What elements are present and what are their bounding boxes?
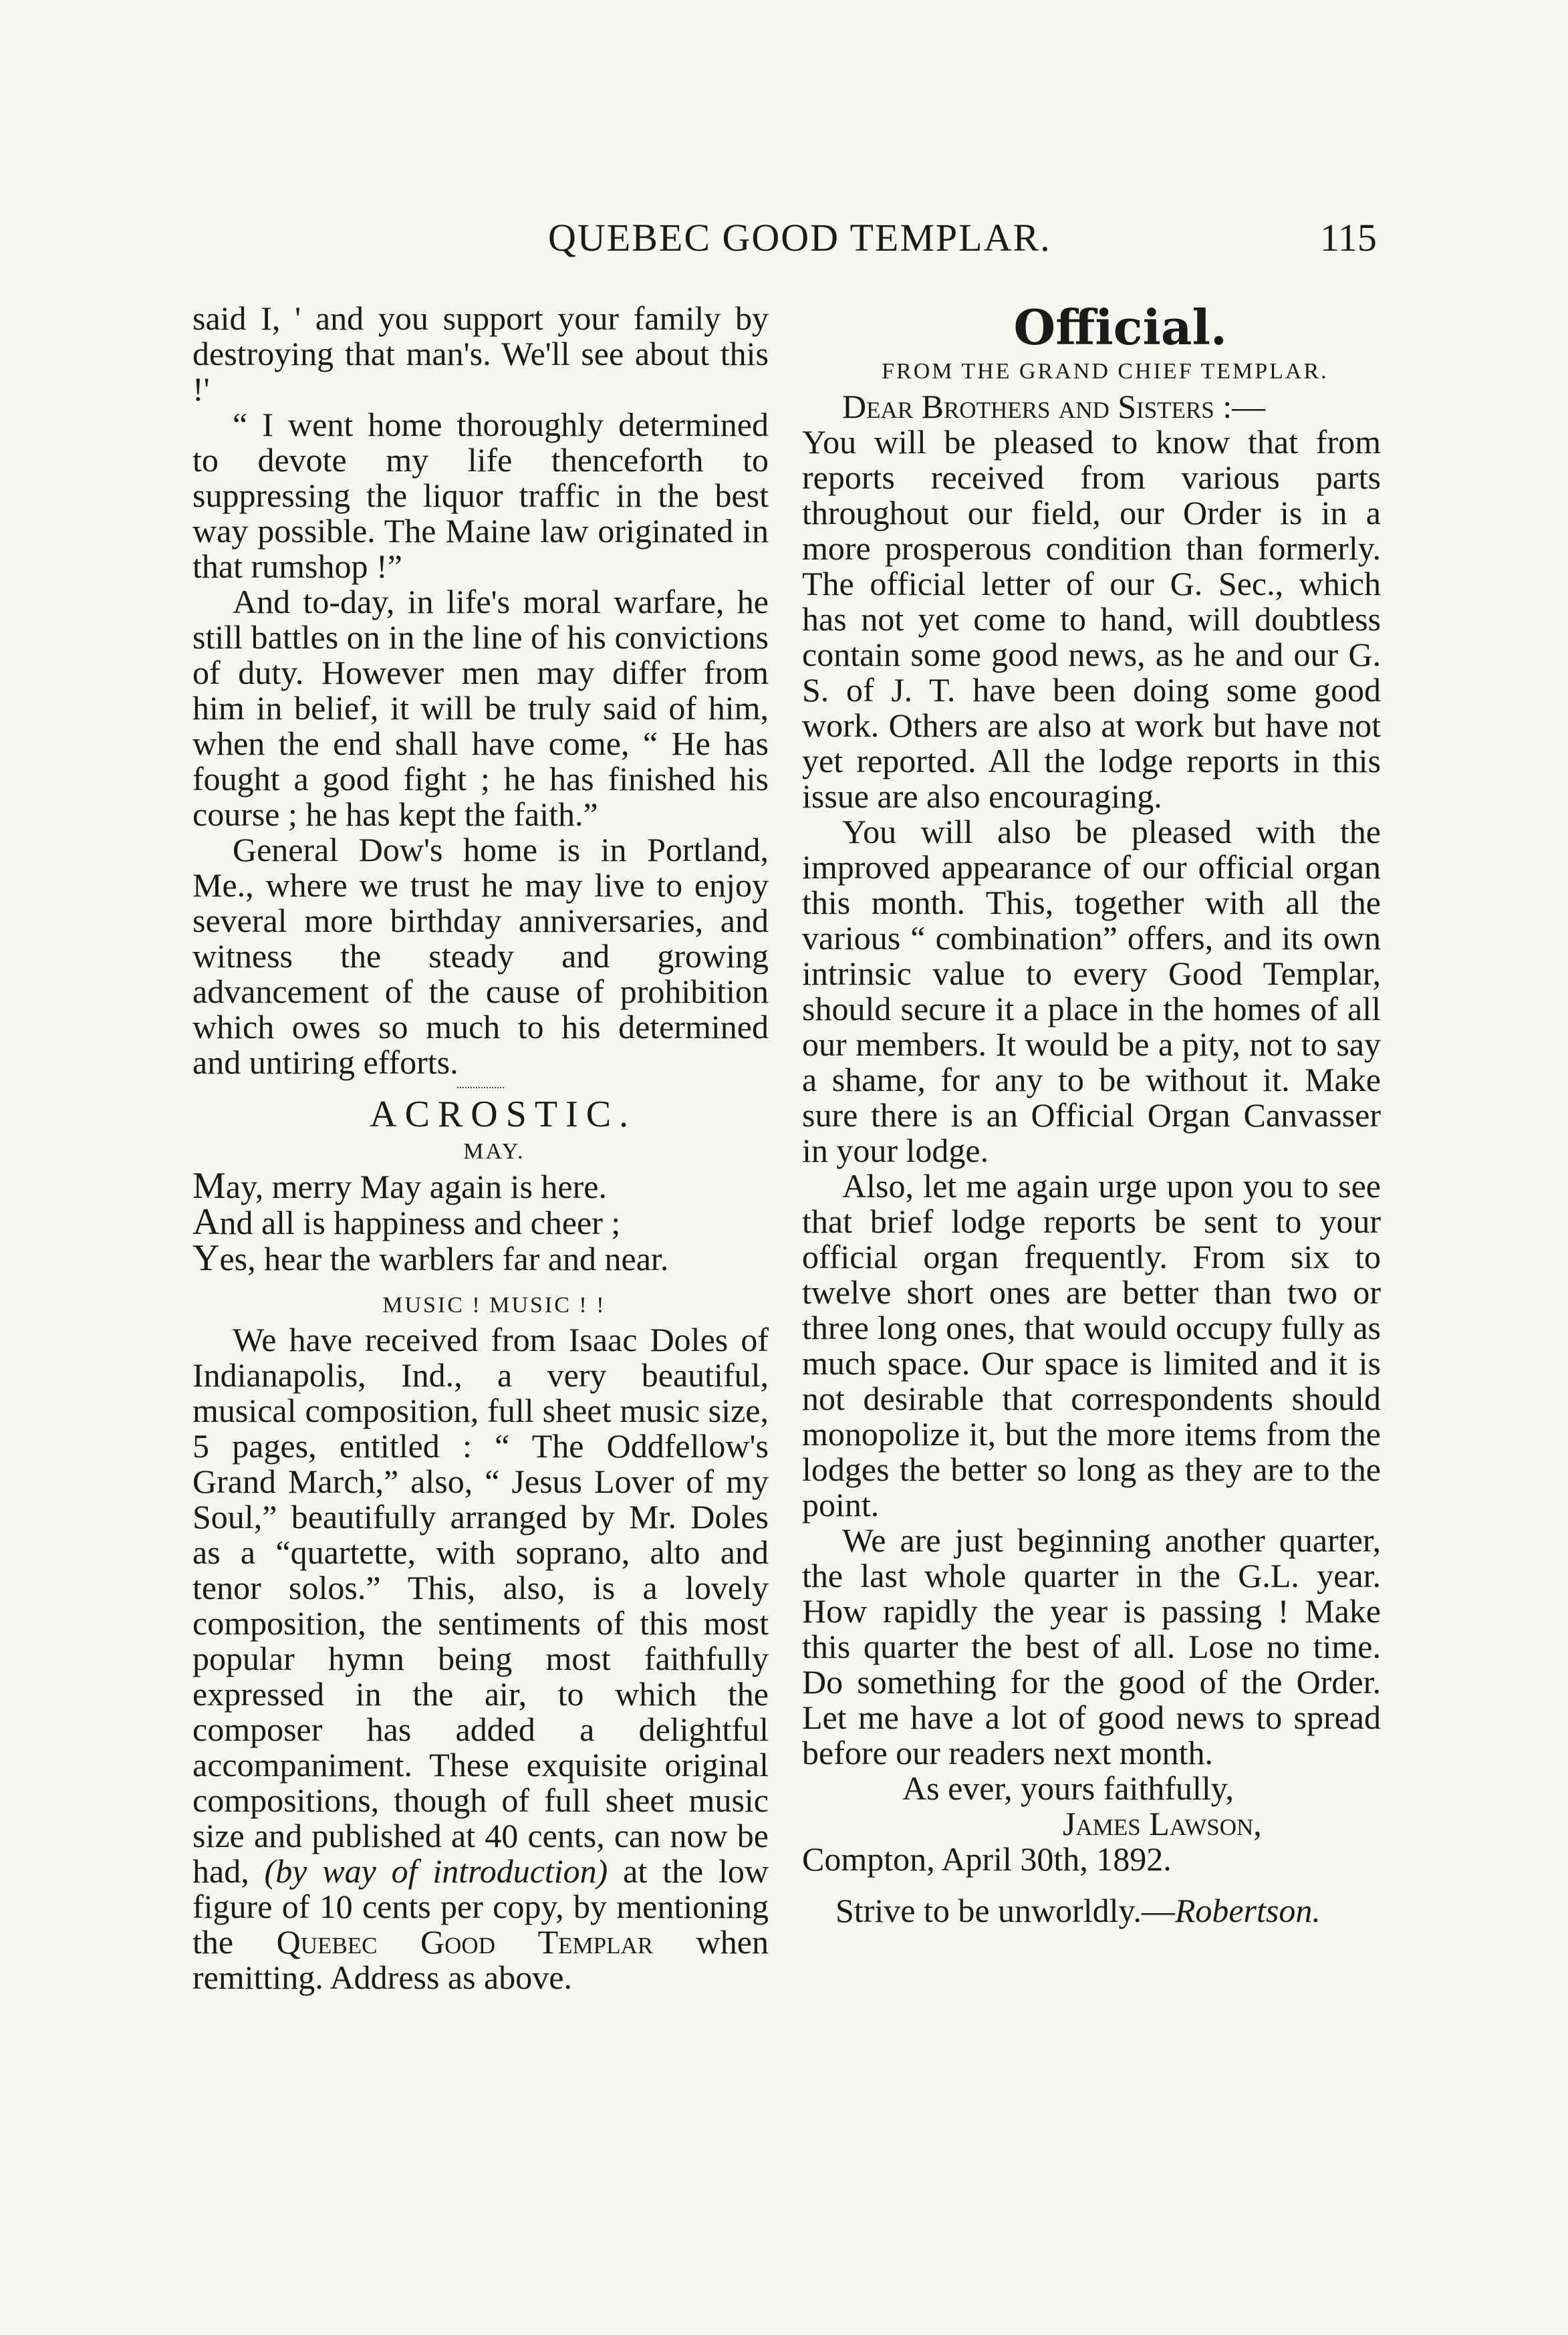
paragraph-music bbox=[192, 1322, 769, 1995]
paragraph-new-quarter: We are just beginning another quarter, the last whole quarter in the G.L. year. How rapidly the year is passing ! Make this quarter the best of all. Lose no time. Do something for the good of the Order. Let me have a lot of good news to spread before our readers next month. bbox=[802, 1521, 1381, 1771]
poem-line bbox=[192, 1201, 769, 1243]
continued-paragraph: said I, ' and you support your family by destroying that man's. We'll see about this !' bbox=[192, 299, 769, 408]
poem-line bbox=[192, 1165, 769, 1207]
salutation: Dear Brothers and Sisters :— bbox=[842, 388, 1266, 425]
paper-name: Quebec Good Templar bbox=[276, 1923, 654, 1961]
poem-initial: Y bbox=[192, 1237, 220, 1279]
paragraph-moral-warfare: And to-day, in life's moral warfare, he still battles on in the line of his convictions of duty. However men may differ from him in belief, it will be truly said of him, when the end shall have come, “ He has fought a good fight ; he has finished his course ; he has kept the faith.” bbox=[192, 583, 769, 833]
paragraph-maine-law: “ I went home thoroughly determined to devote my life thenceforth to suppressing the liquor traffic in the best way possible. The Maine law originated in that rumshop !” bbox=[192, 406, 769, 585]
paragraph-general-dow: General Dow's home is in Portland, Me., where we trust he may live to enjoy several more birthday anniversaries, and witness the steady and growing advancement of the cause of prohibition which owes so much to his determined and untiring efforts. bbox=[192, 831, 769, 1081]
music-heading: MUSIC ! MUSIC ! ! bbox=[382, 1293, 606, 1318]
music-text-tail: when remitting. Address as above. bbox=[192, 1923, 769, 1996]
poem-line bbox=[192, 1237, 769, 1279]
music-text: We have received from Isaac Doles of Indianapolis, Ind., a very beautiful, musical composition, full sheet music size, 5 pages, entitled : “ The Oddfellow's Grand March,” also, “ Jesus Lover of my Soul,” beautifully arranged by Mr. Doles as a “quartette, with soprano, alto and tenor solos.” This, also, is a lovely composition, the sentiments of this most popular hymn being most faithfully expressed in the air, to which the composer has added a delightful accompaniment. These exquisite original compositions, though of full sheet music size and published at 40 cents, can now be had, bbox=[192, 1321, 769, 1890]
paragraph-lodge-reports: Also, let me again urge upon you to see that brief lodge reports be sent to your official organ frequently. From six to twelve short ones are better than two or three long ones, that would occupy fully as much space. Our space is limited and it is not desirable that correspondents should monopolize it, but the more items from the lodges the better so long as they are to the point. bbox=[802, 1167, 1381, 1523]
left-column bbox=[192, 301, 769, 1995]
music-text-end: at the low figure of 10 cents per copy, by mentioning the bbox=[192, 1852, 769, 1961]
poem-initial: M bbox=[192, 1165, 226, 1207]
quote-author: Robertson. bbox=[1174, 1892, 1321, 1929]
poem-line-text: ay, merry May again is here. bbox=[225, 1168, 607, 1205]
official-heading: Official. bbox=[1013, 299, 1227, 356]
section-divider bbox=[457, 1087, 504, 1088]
closing: As ever, yours faithfully, bbox=[902, 1769, 1234, 1807]
from-line: FROM THE GRAND CHIEF TEMPLAR. bbox=[882, 359, 1329, 384]
signature: James Lawson, bbox=[1063, 1805, 1262, 1842]
page-number: 115 bbox=[1320, 216, 1377, 259]
place-date: Compton, April 30th, 1892. bbox=[802, 1840, 1172, 1878]
acrostic-poem bbox=[192, 1165, 769, 1279]
poem-line-text: es, hear the warblers far and near. bbox=[219, 1240, 669, 1277]
poem-line-text: nd all is happiness and cheer ; bbox=[219, 1204, 621, 1241]
paragraph-prosperous: You will be pleased to know that from reports received from various parts throughout our field, our Order is in a more prosperous condition than formerly. The official letter of our G. Sec., which has not yet come to hand, will doubtless contain some good news, as he and our G. S. of J. T. have been doing some good work. Others are also at work but have not yet reported. All the lodge reports in this issue are also encouraging. bbox=[802, 423, 1381, 815]
music-italic-text: (by way of introduction) bbox=[264, 1852, 608, 1890]
closing-quote bbox=[802, 1893, 1381, 1929]
acrostic-subtitle: MAY. bbox=[463, 1139, 525, 1164]
running-title: QUEBEC GOOD TEMPLAR. bbox=[548, 216, 1051, 259]
right-column bbox=[802, 301, 1381, 1929]
running-head bbox=[0, 215, 1568, 269]
paragraph-official-organ: You will also be pleased with the improved appearance of our official organ this month. This, together with all the various “ combination” offers, and its own intrinsic value to every Good Templar, should secure it a place in the homes of all our members. It would be a pity, not to say a shame, for any to be without it. Make sure there is an Official Organ Canvasser in your lodge. bbox=[802, 813, 1381, 1169]
quote-text: Strive to be unworldly.— bbox=[835, 1892, 1175, 1929]
poem-initial: A bbox=[192, 1201, 220, 1243]
acrostic-title: ACROSTIC. bbox=[370, 1094, 637, 1135]
